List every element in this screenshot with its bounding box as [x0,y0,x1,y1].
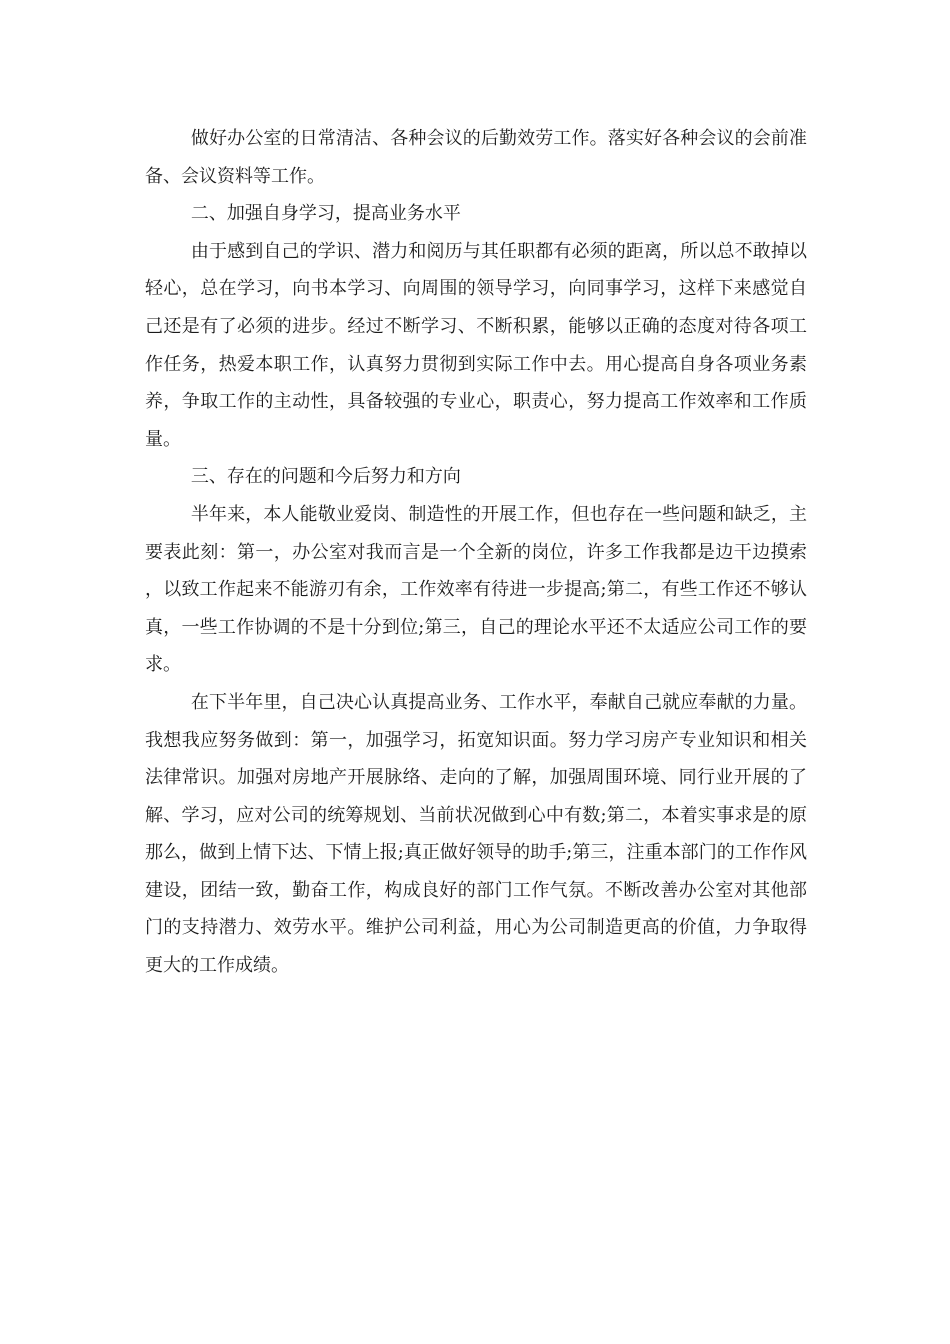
document-body [145,120,807,985]
section-heading-problems: 三、存在的问题和今后努力和方向 [190,466,461,488]
paragraph-logistics: 做好办公室的日常清洁、各种会议的后勤效劳工作。落实好各种会议的会前准备、会议资料等工作。 [145,128,807,187]
paragraph-study: 由于感到自己的学识、潜力和阅历与其任职都有必须的距离，所以总不敢掉以轻心，总在学习，向书本学习、向周围的领导学习，向同事学习，这样下来感觉自己还是有了必须的进步。经过不断学习、不断积累，能够以正确的态度对待各项工作任务，热爱本职工作，认真努力贯彻到实际工作中去。用心提高自身各项业务素养，争取工作的主动性，具备较强的专业心，职责心，努力提高工作效率和工作质量。 [145,240,807,450]
paragraph-problems: 半年来，本人能敬业爱岗、制造性的开展工作，但也存在一些问题和缺乏，主要表此刻：第一，办公室对我而言是一个全新的岗位，许多工作我都是边干边摸索，以致工作起来不能游刃有余，工作效率有待进一步提高;第二，有些工作还不够认真，一些工作协调的不是十分到位;第三，自己的理论水平还不太适应公司工作的要求。 [145,503,807,676]
paragraph-plans: 在下半年里，自己决心认真提高业务、工作水平，奉献自己就应奉献的力量。我想我应努务做到：第一，加强学习，拓宽知识面。努力学习房产专业知识和相关法律常识。加强对房地产开展脉络、走向的了解，加强周围环境、同行业开展的了解、学习，应对公司的统筹规划、当前状况做到心中有数;第二，本着实事求是的原那么，做到上情下达、下情上报;真正做好领导的助手;第三，注重本部门的工作作风建设，团结一致，勤奋工作，构成良好的部门工作气氛。不断改善办公室对其他部门的支持潜力、效劳水平。维护公司利益，用心为公司制造更高的价值，力争取得更大的工作成绩。 [145,691,807,977]
section-heading-study: 二、加强自身学习，提高业务水平 [190,203,461,225]
